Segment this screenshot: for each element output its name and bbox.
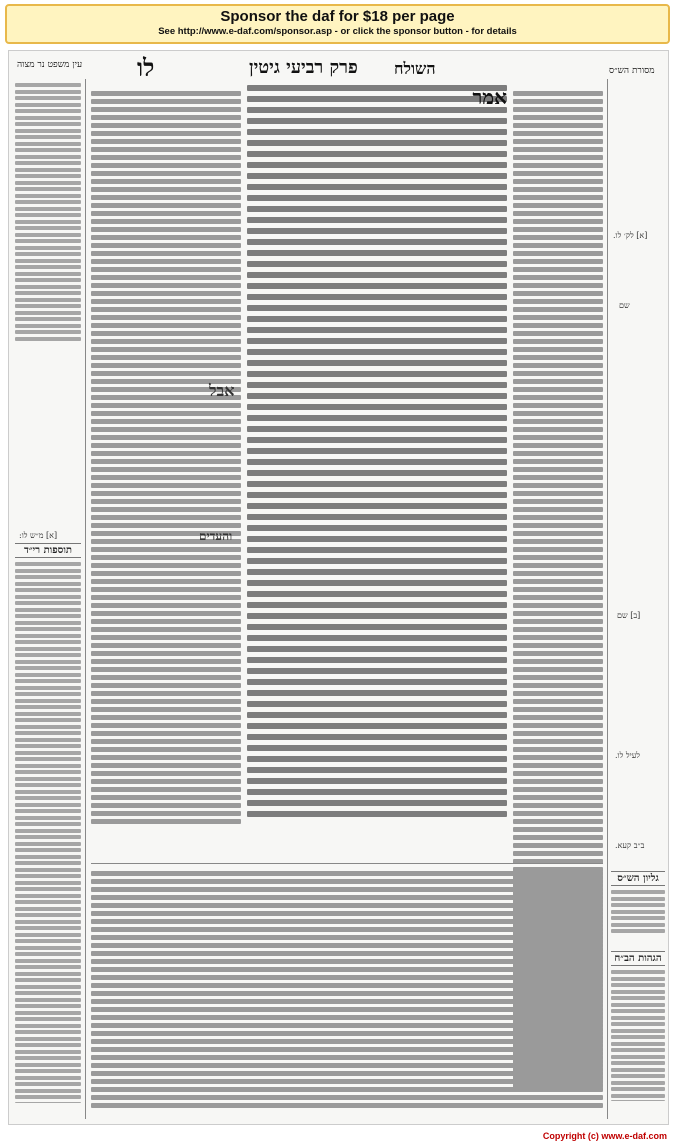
column-divider-right: [607, 79, 608, 1119]
mishnah-opening-word: והעדים: [199, 529, 233, 543]
right-gloss-4: לעיל לו.: [615, 751, 640, 760]
gilyon-hashas-title: גליון הש״ס: [611, 871, 665, 886]
copyright-notice[interactable]: Copyright (c) www.e-daf.com: [542, 1131, 667, 1141]
right-gloss-3: [ב] שם: [617, 611, 641, 620]
tosafot-rid-title: תוספות רי״ד: [15, 543, 81, 558]
left-column-header: עין משפט נר מצוה: [17, 60, 83, 70]
gilyon-hashas-box: [611, 871, 665, 941]
ein-mishpat-column: [15, 83, 81, 533]
right-gloss-2: שם: [619, 301, 630, 310]
tosafot-rid-column: [15, 543, 81, 1103]
hagahot-title: הגהות הב״ח: [611, 951, 665, 966]
talmud-page: [8, 50, 669, 1125]
bottom-divider: [91, 863, 603, 864]
perek-title: פרק רביעי גיטין: [249, 57, 358, 78]
section-header: השולח: [394, 59, 436, 78]
sponsor-subtitle[interactable]: See http://www.e-daf.com/sponsor.asp - or click the sponsor button - for details: [158, 26, 517, 37]
bottom-commentary: [91, 871, 603, 1116]
column-divider-left: [85, 79, 86, 1119]
sponsor-banner[interactable]: [5, 4, 670, 44]
page-number: לו: [137, 53, 155, 82]
gemara-opening-word: אבל: [209, 381, 235, 400]
left-gloss-1: [א] מ״ש לו:: [19, 531, 58, 540]
tosafot-column: [91, 91, 241, 861]
right-gloss-1: [א] לק׳ לו.: [613, 231, 648, 240]
sponsor-title[interactable]: Sponsor the daf for $18 per page: [220, 8, 455, 25]
right-gloss-5: ב״ב קעא.: [615, 841, 645, 850]
gemara-heading-word: אמר: [472, 85, 507, 109]
hagahot-box: [611, 951, 665, 1101]
gemara-main-column: [247, 85, 507, 855]
right-column-header: מסורת הש״ס: [609, 66, 655, 76]
